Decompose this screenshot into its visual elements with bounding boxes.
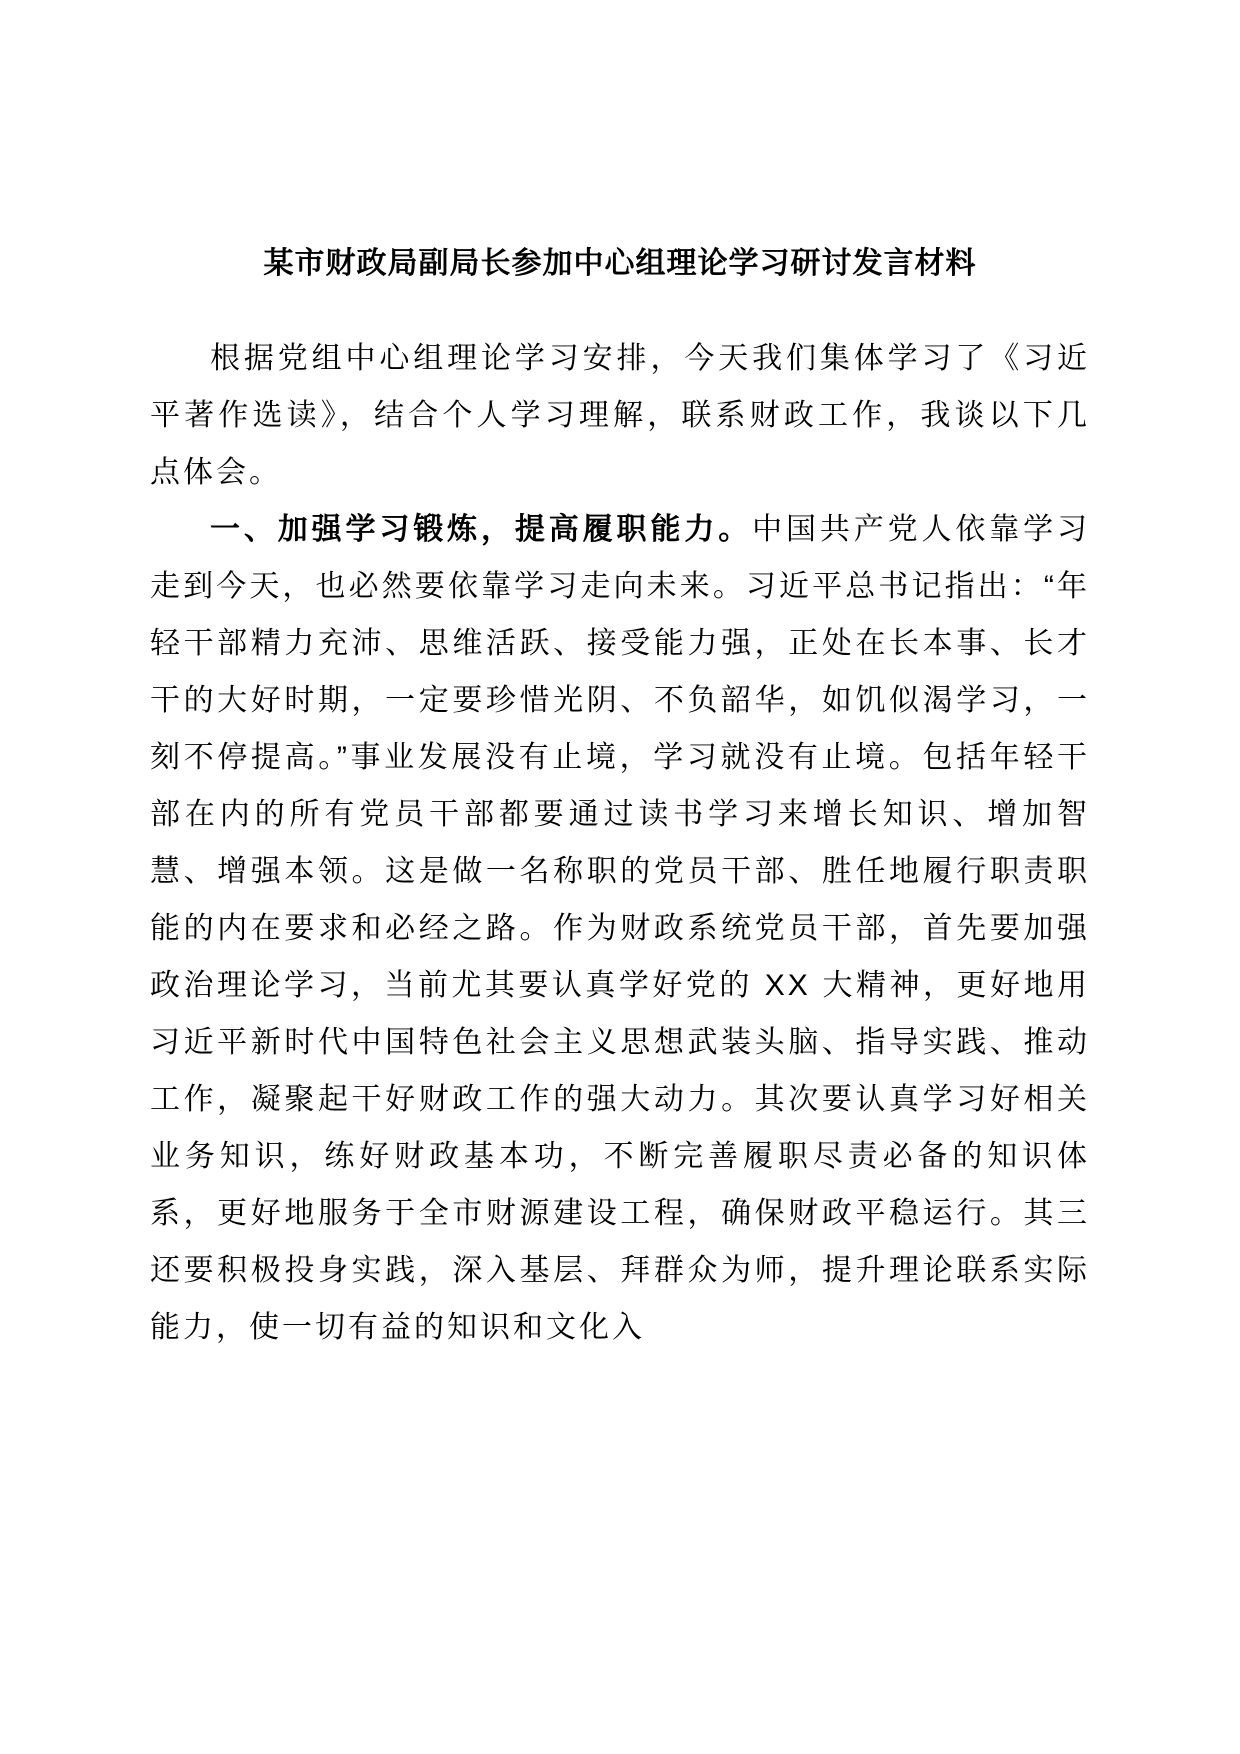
document-title: 某市财政局副局长参加中心组理论学习研讨发言材料 xyxy=(263,247,977,280)
paragraph-section-1 xyxy=(150,501,1090,1356)
paragraph-intro xyxy=(150,330,1090,501)
paragraph-intro-text: 根据党组中心组理论学习安排，今天我们集体学习了《习近平著作选读》，结合个人学习理解，联系财政工作，我谈以下几点体会。 xyxy=(150,342,1090,489)
paragraph-section-1-heading: 一、加强学习锻炼，提高履职能力。 xyxy=(210,513,753,546)
paragraph-section-1-text: 中国共产党人依靠学习走到今天，也必然要依靠学习走向未来。习近平总书记指出：“年轻干部精力充沛、思维活跃、接受能力强，正处在长本事、长才干的大好时期，一定要珍惜光阴、不负韶华，如饥似渴学习，一刻不停提高。”事业发展没有止境，学习就没有止境。包括年轻干部在内的所有党员干部都要通过读书学习来增长知识、增加智慧、增强本领。这是做一名称职的党员干部、胜任地履行职责职能的内在要求和必经之路。作为财政系统党员干部，首先要加强政治理论学习，当前尤其要认真学好党的 XX 大精神，更好地用习近平新时代中国特色社会主义思想武装头脑、指导实践、推动工作，凝聚起干好财政工作的强大动力。其次要认真学习好相关业务知识，练好财政基本功，不断完善履职尽责必备的知识体系，更好地服务于全市财源建设工程，确保财政平稳运行。其三还要积极投身实践，深入基层、拜群众为师，提升理论联系实际能力，使一切有益的知识和文化入 xyxy=(150,513,1091,1344)
